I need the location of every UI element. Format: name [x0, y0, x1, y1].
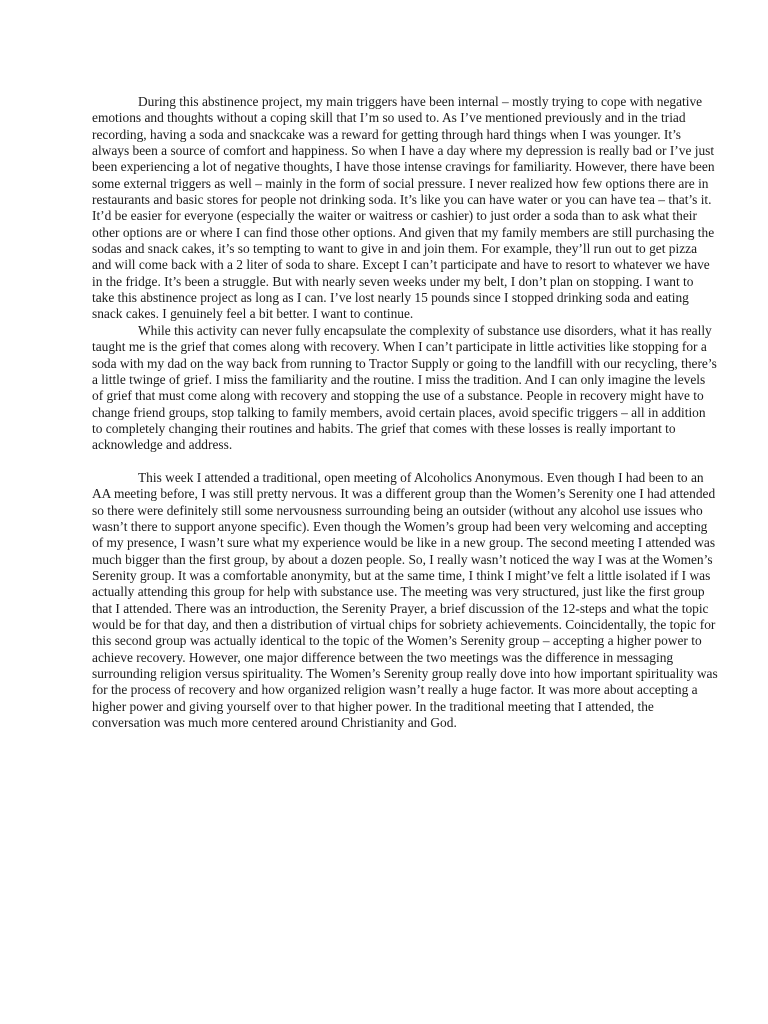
paragraph-grief-recovery: While this activity can never fully encapsulate the complexity of substance use disorders, what it has really taught me is the grief that comes along with recovery. When I can’t participate in little activities like stopping for a soda with my dad on the way back from running to Tractor Supply or going to the landfill with our recycling, there’s a little twinge of grief. I miss the familiarity and the routine. I miss the tradition. And I can only imagine the levels of grief that must come along with recovery and stopping the use of a substance. People in recovery might have to change friend groups, stop talking to family members, avoid certain places, avoid specific triggers – all in addition to completely changing their routines and habits. The grief that comes with these losses is really important to acknowledge and address. [92, 322, 717, 453]
document-page [92, 94, 718, 731]
paragraph-spacer [92, 454, 718, 470]
paragraph-aa-meeting: This week I attended a traditional, open meeting of Alcoholics Anonymous. Even though I had been to an AA meeting before, I was still pretty nervous. It was a different group than the Women’s Serenity one I had attended so there were definitely still some nervousness surrounding being an outsider (without any alcohol use issues who wasn’t there to support anyone specific). Even though the Women’s group had been very welcoming and accepting of my presence, I wasn’t sure what my experience would be like in a new group. The second meeting I attended was much bigger than the first group, by about a dozen people. So, I really wasn’t noticed the way I was at the Women’s Serenity group. It was a comfortable anonymity, but at the same time, I think I might’ve felt a little isolated if I was actually attending this group for help with substance use. The meeting was very structured, just like the first group that I attended. There was an introduction, the Serenity Prayer, a brief discussion of the 12-steps and what the topic would be for that day, and then a distribution of virtual chips for sobriety achievements. Coincidentally, the topic for this second group was actually identical to the topic of the Women’s Serenity group – accepting a higher power to achieve recovery. However, one major difference between the two meetings was the difference in messaging surrounding religion versus spirituality. The Women’s Serenity group really dove into how important spirituality was for the process of recovery and how organized religion wasn’t really a huge factor. It was more about accepting a higher power and giving yourself over to that higher power. In the traditional meeting that I attended, the conversation was much more centered around Christianity and God. [92, 469, 718, 731]
paragraph-abstinence-triggers: During this abstinence project, my main triggers have been internal – mostly trying to cope with negative emotions and thoughts without a coping skill that I’m so used to. As I’ve mentioned previously and in the triad recording, having a soda and snackcake was a reward for getting through hard things when I was younger. It’s always been a source of comfort and happiness. So when I have a day where my depression is really bad or I’ve just been experiencing a lot of negative thoughts, I have those intense cravings for familiarity. However, there have been some external triggers as well – mainly in the form of social pressure. I never realized how few options there are in restaurants and basic stores for people not drinking soda. It’s like you can have water or you can have tea – that’s it. It’d be easier for everyone (especially the waiter or waitress or cashier) to just order a soda than to ask what their other options are or where I can find those other options. And given that my family members are still purchasing the sodas and snack cakes, it’s so tempting to want to give in and join them. For example, they’ll run out to get pizza and will come back with a 2 liter of soda to share. Except I can’t participate and have to resort to whatever we have in the fridge. It’s been a struggle. But with nearly seven weeks under my belt, I don’t plan on stopping. I want to take this abstinence project as long as I can. I’ve lost nearly 15 pounds since I stopped drinking soda and eating snack cakes. I genuinely feel a bit better. I want to continue. [92, 94, 715, 322]
